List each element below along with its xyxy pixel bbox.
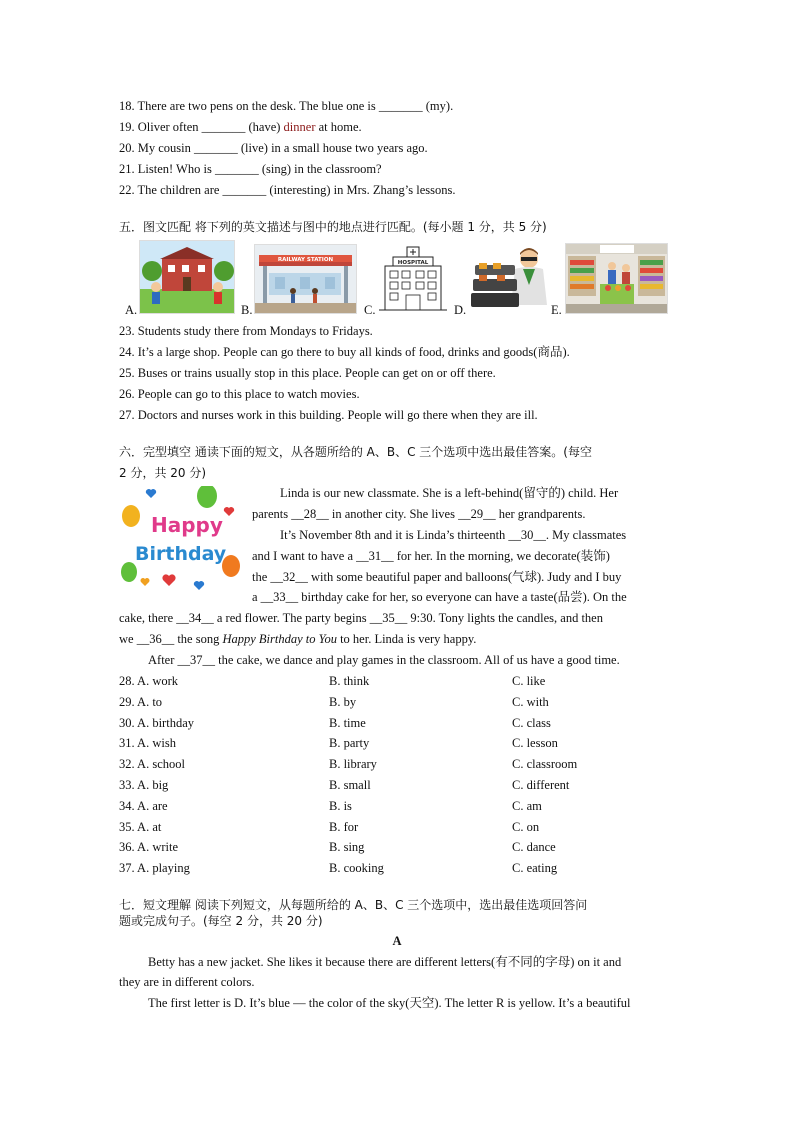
option-32-a: 32. A. school (119, 757, 185, 772)
question-19: 19. Oliver often _______ (have) dinner at home. (119, 120, 362, 134)
option-31-b: B. party (329, 736, 370, 751)
birthday-art-word-1: Happy (151, 513, 223, 537)
question-23: 23. Students study there from Mondays to Fridays. (119, 324, 373, 338)
happy-birthday-picture (120, 485, 242, 597)
question-26: 26. People can go to this place to watch movies. (119, 387, 360, 401)
option-36-c: C. dance (512, 840, 556, 855)
reading-para1-line1: Betty has a new jacket. She likes it because there are different letters(有不同的字母) on it and (148, 955, 622, 969)
option-35-a: 35. A. at (119, 819, 162, 834)
railway-station-picture (254, 244, 357, 314)
reading-para1-line2: they are in different colors. (119, 975, 255, 989)
question-27: 27. Doctors and nurses work in this building. People will go there when they are ill. (119, 408, 538, 422)
section-6-title-line1: 六．完型填空 通读下面的短文，从各题所给的 A、B、C 三个选项中选出最佳答案。(每空 (119, 445, 592, 459)
option-30-b: B. time (329, 715, 366, 730)
option-34-b: B. is (329, 798, 352, 813)
option-28-b: B. think (329, 674, 370, 688)
picture-label-c: C. (364, 303, 376, 317)
section-5-title: 五．图文匹配 将下列的英文描述与图中的地点进行匹配。(每小题 1 分，共 5 分) (119, 220, 547, 234)
option-31-c: C. lesson (512, 736, 558, 751)
section-7-title-line2: 题或完成句子。(每空 2 分，共 20 分) (119, 914, 323, 928)
birthday-art-word-2: Birthday (135, 543, 227, 565)
option-28-c: C. like (512, 674, 546, 688)
passage-line-8: we __36__ the song Happy Birthday to You to her. Linda is very happy. (119, 632, 477, 646)
question-22: 22. The children are _______ (interesting) in Mrs. Zhang’s lessons. (119, 183, 456, 197)
passage-line-7: cake, there __34__ a red flower. The party begins __35__ 9:30. Tony lights the candles, and then (119, 611, 603, 625)
option-37-c: C. eating (512, 861, 558, 876)
question-20: 20. My cousin _______ (live) in a small house two years ago. (119, 141, 428, 155)
passage-line-3: It’s November 8th and it is Linda’s thirteenth __30__. My classmates (280, 528, 627, 542)
section-6-title-line2: 2 分，共 20 分) (119, 466, 207, 480)
question-21: 21. Listen! Who is _______ (sing) in the classroom? (119, 162, 382, 176)
option-31-a: 31. A. wish (119, 736, 176, 751)
supermarket-picture (565, 243, 668, 314)
option-37-a: 37. A. playing (119, 861, 190, 876)
option-36-a: 36. A. write (119, 840, 179, 855)
picture-label-a: A. (125, 303, 138, 317)
passage-line-4: and I want to have a __31__ for her. In the morning, we decorate(装饰) (252, 549, 610, 563)
option-34-c: C. am (512, 798, 542, 813)
question-25: 25. Buses or trains usually stop in this place. People can get on or off there. (119, 366, 496, 380)
picture-label-b: B. (241, 303, 253, 317)
station-sign-text: RAILWAY STATION (277, 257, 334, 263)
reading-para2-line1: The first letter is D. It’s blue — the color of the sky(天空). The letter R is yellow. It’s a beautiful (148, 996, 631, 1010)
option-33-c: C. different (512, 778, 570, 792)
section-7-title-line1: 七．短文理解 阅读下列短文，从每题所给的 A、B、C 三个选项中，选出最佳选项回答问 (119, 898, 588, 912)
passage-part-label: A (392, 934, 402, 948)
highlighted-word: dinner (283, 120, 316, 134)
option-32-b: B. library (329, 757, 377, 772)
option-29-a: 29. A. to (119, 694, 163, 709)
option-33-b: B. small (329, 778, 371, 792)
option-29-c: C. with (512, 694, 549, 709)
cinema-picture (468, 244, 554, 314)
passage-line-6: a __33__ birthday cake for her, so everyone can have a taste(品尝). On the (252, 590, 627, 604)
option-35-b: B. for (329, 819, 359, 834)
option-34-a: 34. A. are (119, 798, 168, 813)
option-33-a: 33. A. big (119, 778, 169, 792)
passage-line-9: After __37__ the cake, we dance and play games in the classroom. All of us have a good time. (148, 653, 620, 667)
option-36-b: B. sing (329, 840, 365, 855)
hospital-sign-text: HOSPITAL (397, 260, 429, 266)
song-title: Happy Birthday to You (222, 632, 337, 646)
passage-line-5: the __32__ with some beautiful paper and balloons(气球). Judy and I buy (252, 570, 622, 584)
option-37-b: B. cooking (329, 861, 384, 876)
option-35-c: C. on (512, 819, 540, 834)
picture-label-e: E. (551, 303, 562, 317)
question-24: 24. It’s a large shop. People can go there to buy all kinds of food, drinks and goods(商品). (119, 345, 570, 359)
option-28-a: 28. A. work (119, 674, 179, 688)
option-29-b: B. by (329, 694, 357, 709)
option-30-c: C. class (512, 715, 551, 730)
option-32-c: C. classroom (512, 757, 578, 772)
hospital-picture (378, 244, 448, 314)
option-30-a: 30. A. birthday (119, 715, 194, 730)
passage-line-2: parents __28__ in another city. She lives __29__ her grandparents. (252, 507, 586, 521)
question-18: 18. There are two pens on the desk. The blue one is _______ (my). (119, 99, 454, 113)
school-picture (139, 240, 235, 314)
passage-line-1: Linda is our new classmate. She is a left-behind(留守的) child. Her (280, 486, 619, 500)
picture-label-d: D. (454, 303, 467, 317)
